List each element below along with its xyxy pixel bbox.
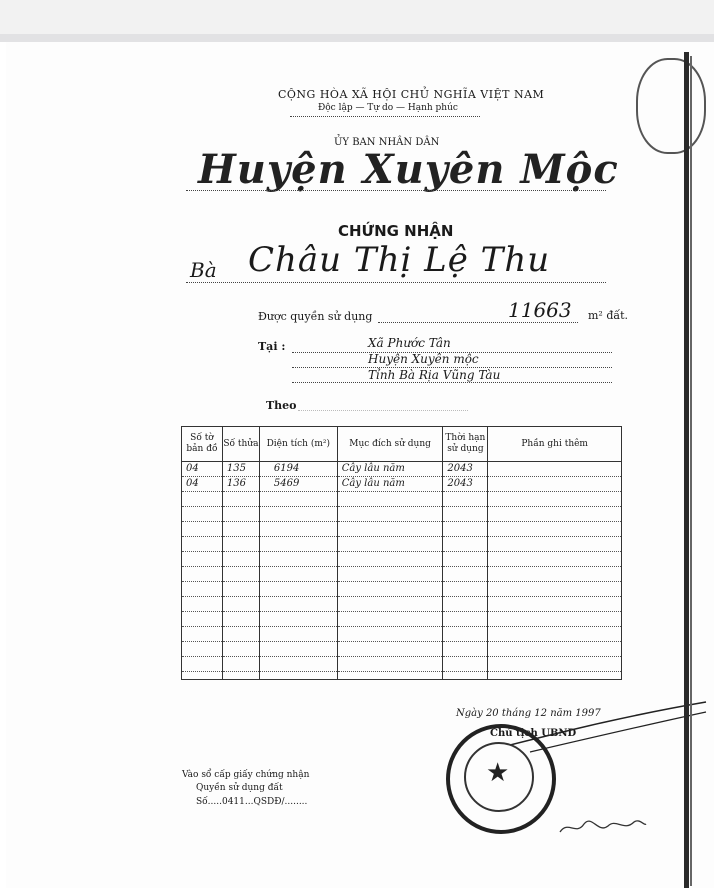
header-parcel-no: Số thửa bbox=[222, 427, 259, 462]
registry-line-3: Số.....0411...QSDĐ/........ bbox=[196, 797, 308, 807]
usage-label: Được quyền sử dụng bbox=[258, 310, 373, 323]
district-name: Huyện Xuyên Mộc bbox=[198, 146, 619, 193]
header-notes: Phần ghi thêm bbox=[488, 427, 622, 462]
table-cell: 136 bbox=[223, 477, 259, 492]
col-term bbox=[443, 462, 488, 680]
handwritten-signature bbox=[558, 812, 648, 842]
motto-underline bbox=[290, 116, 480, 117]
country-heading: CỘNG HÒA XÃ HỘI CHỦ NGHĨA VIỆT NAM bbox=[278, 88, 545, 101]
location-province: Tỉnh Bà Rịa Vũng Tàu bbox=[368, 368, 501, 382]
location-commune: Xã Phước Tân bbox=[368, 336, 451, 350]
table-cell bbox=[488, 462, 621, 477]
location-line-3 bbox=[292, 382, 612, 383]
table-cell: 135 bbox=[223, 462, 259, 477]
col-purpose bbox=[337, 462, 443, 680]
col-notes bbox=[488, 462, 622, 680]
district-line bbox=[186, 190, 606, 191]
table-body bbox=[182, 462, 622, 680]
motto: Độc lập — Tự do — Hạnh phúc bbox=[318, 103, 458, 113]
registry-line-1: Vào sổ cấp giấy chứng nhận bbox=[182, 770, 310, 780]
usage-line bbox=[378, 322, 578, 323]
header-map-sheet: Số tờ bản đồ bbox=[182, 427, 223, 462]
header-purpose: Mục đích sử dụng bbox=[337, 427, 443, 462]
registry-line-2: Quyền sử dụng đất bbox=[196, 783, 283, 793]
table-cell: 5469 bbox=[260, 477, 337, 492]
star-icon: ★ bbox=[486, 758, 510, 788]
table-cell: 2043 bbox=[443, 462, 487, 477]
header-term: Thời hạn sử dụng bbox=[443, 427, 488, 462]
official-seal bbox=[446, 724, 556, 834]
issue-date: Ngày 20 tháng 12 năm 1997 bbox=[456, 708, 601, 719]
land-parcel-table bbox=[181, 426, 622, 680]
area-value: 11663 bbox=[508, 298, 572, 322]
holder-prefix: Bà bbox=[190, 258, 217, 282]
signer-title: Chủ tịch UBND bbox=[490, 728, 577, 739]
location-label: Tại : bbox=[258, 340, 286, 353]
binding-edge-shadow bbox=[690, 56, 692, 886]
theo-line bbox=[298, 410, 468, 411]
header-area: Diện tích (m²) bbox=[259, 427, 337, 462]
location-district: Huyện Xuyên mộc bbox=[368, 352, 479, 366]
table-cell: 6194 bbox=[260, 462, 337, 477]
viewer-divider bbox=[0, 34, 714, 42]
area-unit: m² đất. bbox=[588, 309, 629, 322]
certificate-title: CHỨNG NHẬN bbox=[338, 222, 454, 240]
holder-name: Châu Thị Lệ Thu bbox=[248, 240, 551, 280]
table-cell bbox=[488, 477, 621, 492]
binding-edge-line bbox=[684, 52, 689, 888]
table-cell: 04 bbox=[182, 477, 222, 492]
col-map-sheet bbox=[182, 462, 223, 680]
table-cell: Cây lâu năm bbox=[338, 462, 443, 477]
committee-label: ỦY BAN NHÂN DÂN bbox=[334, 137, 440, 148]
corner-stamp bbox=[636, 58, 706, 154]
table-cell: 2043 bbox=[443, 477, 487, 492]
table-cell: 04 bbox=[182, 462, 222, 477]
table-header-row bbox=[182, 427, 622, 462]
theo-label: Theo bbox=[266, 399, 297, 412]
viewer-top-bar bbox=[0, 0, 714, 34]
col-parcel-no bbox=[222, 462, 259, 680]
col-area bbox=[259, 462, 337, 680]
holder-line bbox=[186, 282, 606, 283]
table-cell: Cây lâu năm bbox=[338, 477, 443, 492]
